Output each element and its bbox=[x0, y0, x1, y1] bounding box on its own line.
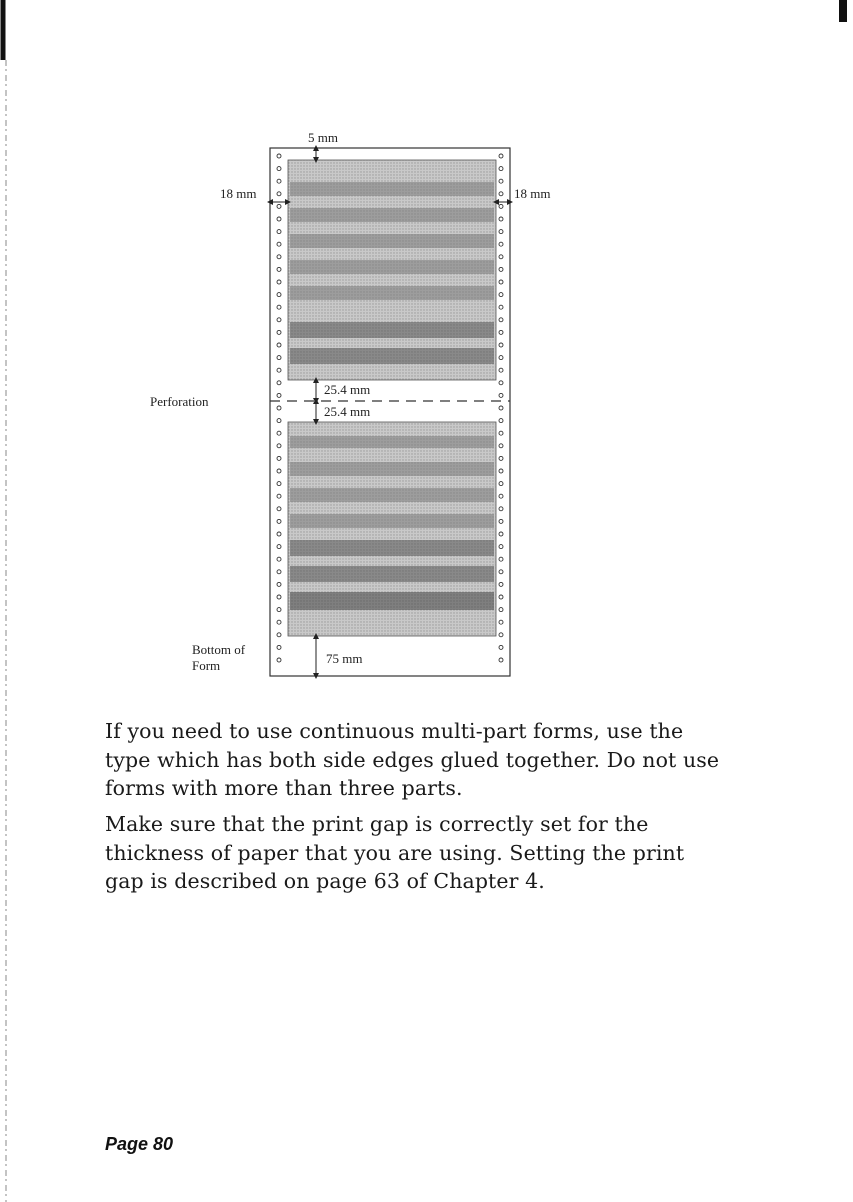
label-right-margin: 18 mm bbox=[514, 186, 551, 201]
label-bottom-margin: 75 mm bbox=[326, 651, 363, 666]
label-upper-gap: 25.4 mm bbox=[324, 382, 371, 397]
paragraph-multipart-forms: If you need to use continuous multi-part forms, use the type which has both side edges glued together. Do not use forms with more than three parts. bbox=[105, 719, 720, 800]
paragraph-print-gap: Make sure that the print gap is correctly set for the thickness of paper that you are using. Setting the print gap is described on page 63 of Chapter 4. bbox=[105, 812, 685, 893]
label-bottom-of-form-1: Bottom of bbox=[192, 642, 246, 657]
label-left-margin: 18 mm bbox=[220, 186, 257, 201]
label-bottom-of-form-2: Form bbox=[192, 658, 221, 673]
scan-corner-mark bbox=[839, 0, 847, 22]
continuous-form-diagram bbox=[150, 120, 590, 690]
page-number: Page 80 bbox=[105, 1134, 174, 1154]
label-lower-gap: 25.4 mm bbox=[324, 404, 371, 419]
label-perforation: Perforation bbox=[150, 394, 209, 409]
scan-edge bbox=[0, 0, 12, 1202]
label-top-margin: 5 mm bbox=[308, 130, 338, 145]
